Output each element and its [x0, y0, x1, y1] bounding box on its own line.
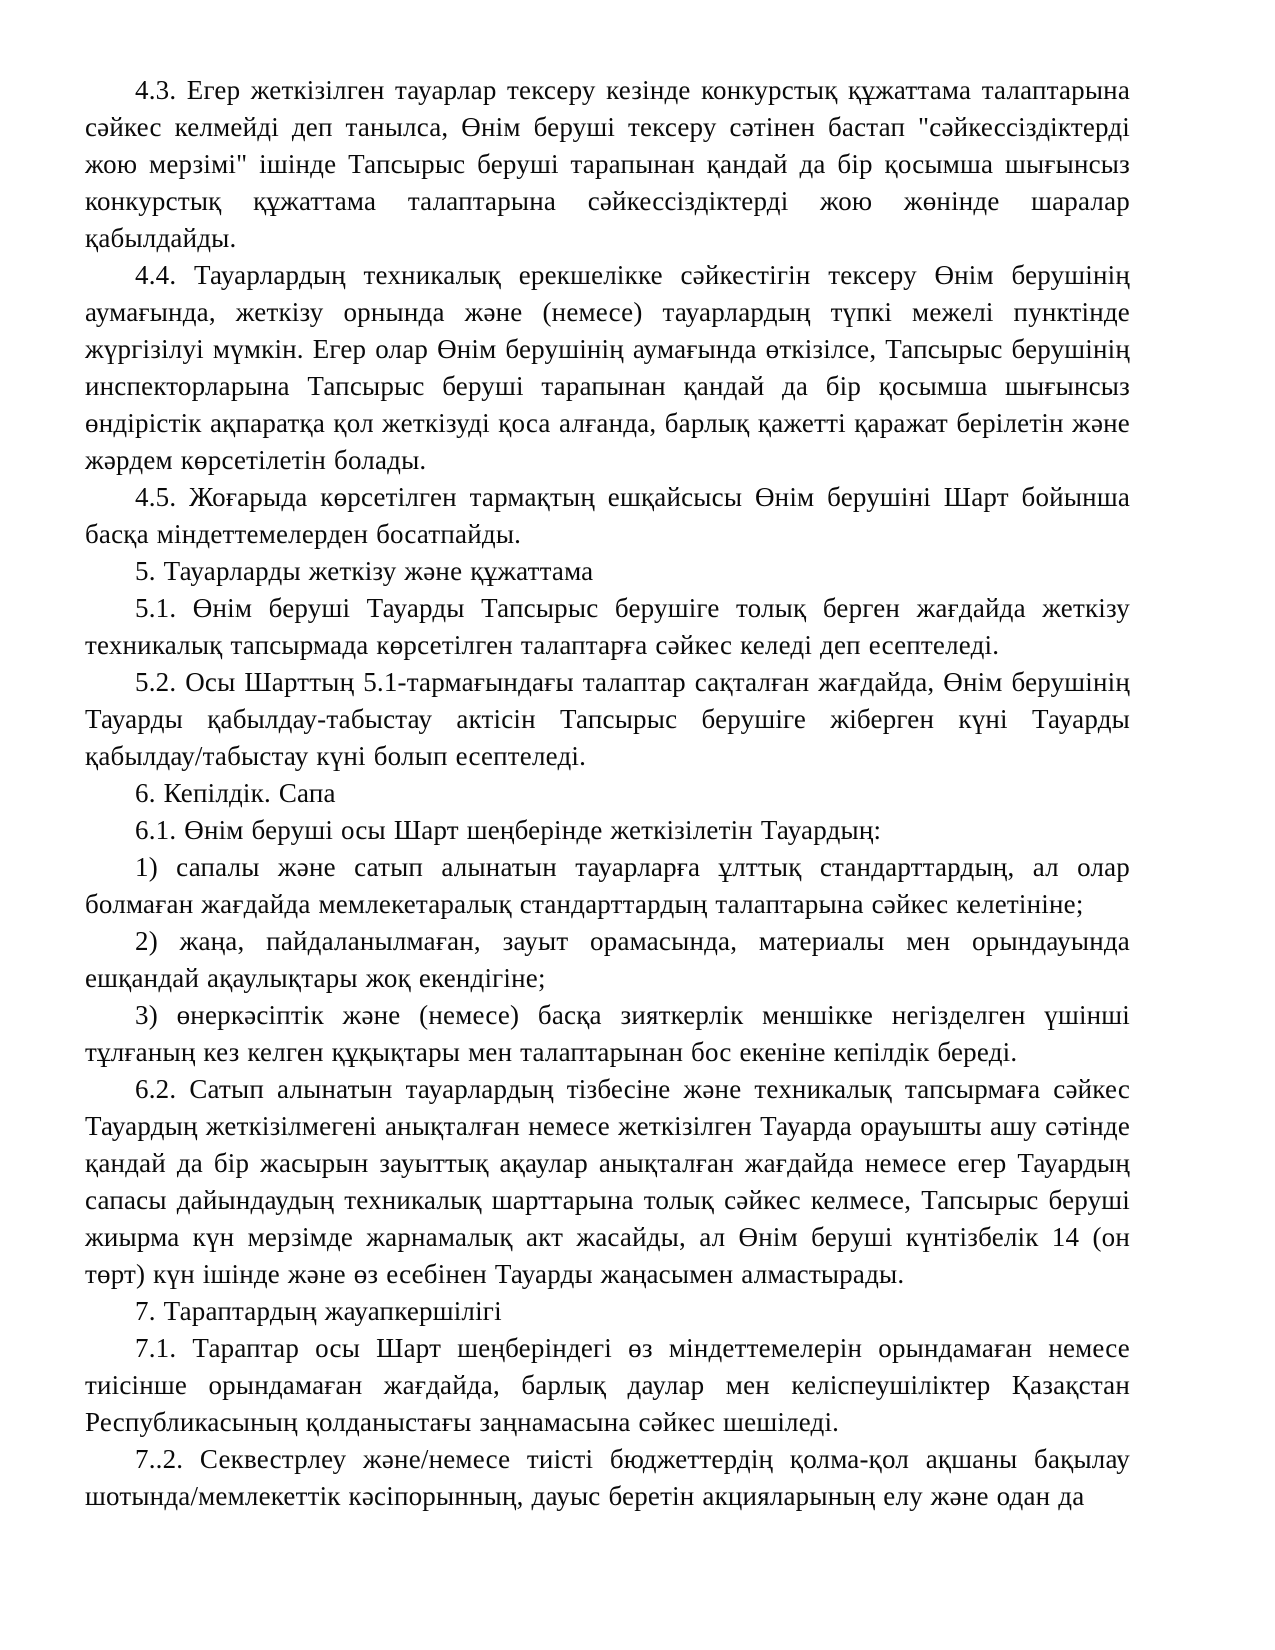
clause-4-4: 4.4. Тауарлардың техникалық ерекшелікке сәйкестігін тексеру Өнім берушінің аумағында, жеткізу орнында және (немесе) тауарлардың түпкі межелі пунктінде жүргізілуі мүмкін. Егер олар Өнім берушінің аумағында өткізілсе, Тапсырыс берушінің инспекторларына Тапсырыс беруші тарапынан қандай да бір қосымша шығынсыз өндірістік ақпаратқа қол жеткізуді қоса алғанда, барлық қажетті қаражат берілетін және жәрдем көрсетілетін болады. [85, 260, 1130, 475]
clause-7-2: 7..2. Секвестрлеу және/немесе тиісті бюджеттердің қолма-қол ақшаны бақылау шотында/мемлекеттік кәсіпорынның, дауыс беретін акцияларының елу және одан да [85, 1444, 1130, 1511]
document-body [85, 72, 1130, 1515]
section-heading-5: 5. Тауарларды жеткізу және құжаттама [135, 556, 594, 586]
clause-7-1: 7.1. Тараптар осы Шарт шеңберіндегі өз міндеттемелерін орындамаған немесе тиісінше орындамаған жағдайда, барлық даулар мен келіспеушіліктер Қазақстан Республикасының қолданыстағы заңнамасына сәйкес шешіледі. [85, 1333, 1130, 1437]
clause-5-2: 5.2. Осы Шарттың 5.1-тармағындағы талаптар сақталған жағдайда, Өнім берушінің Тауарды қабылдау-табыстау актісін Тапсырыс берушіге жіберген күні Тауарды қабылдау/табыстау күні болып есептеледі. [85, 667, 1130, 771]
section-heading-7: 7. Тараптардың жауапкершілігі [135, 1296, 502, 1326]
clause-5-1: 5.1. Өнім беруші Тауарды Тапсырыс берушіге толық берген жағдайда жеткізу техникалық тапсырмада көрсетілген талаптарға сәйкес келеді деп есептеледі. [85, 593, 1130, 660]
clause-6-1: 6.1. Өнім беруші осы Шарт шеңберінде жеткізілетін Тауардың: [135, 815, 882, 845]
clause-4-5: 4.5. Жоғарыда көрсетілген тармақтың ешқайсысы Өнім берушіні Шарт бойынша басқа міндеттемелерден босатпайды. [85, 482, 1130, 549]
list-item-2: 2) жаңа, пайдаланылмаған, зауыт орамасында, материалы мен орындауында ешқандай ақаулықтары жоқ екендігіне; [85, 926, 1130, 993]
clause-6-2: 6.2. Сатып алынатын тауарлардың тізбесіне және техникалық тапсырмаға сәйкес Тауардың жеткізілмегені анықталған немесе жеткізілген Тауарда орауышты ашу сәтінде қандай да бір жасырын зауыттық ақаулар анықталған жағдайда немесе егер Тауардың сапасы дайындаудың техникалық шарттарына толық сәйкес келмесе, Тапсырыс беруші жиырма күн мерзімде жарнамалық акт жасайды, ал Өнім беруші күнтізбелік 14 (он төрт) күн ішінде және өз есебінен Тауарды жаңасымен алмастырады. [85, 1074, 1130, 1289]
section-heading-6: 6. Кепілдік. Сапа [135, 778, 336, 808]
list-item-1: 1) сапалы және сатып алынатын тауарларға ұлттық стандарттардың, ал олар болмаған жағдайда мемлекетаралық стандарттардың талаптарына сәйкес келетініне; [85, 852, 1130, 919]
clause-4-3: 4.3. Егер жеткізілген тауарлар тексеру кезінде конкурстық құжаттама талаптарына сәйкес келмейді деп танылса, Өнім беруші тексеру сәтінен бастап "сәйкессіздіктерді жою мерзімі" ішінде Тапсырыс беруші тарапынан қандай да бір қосымша шығынсыз конкурстық құжаттама талаптарына сәйкессіздіктерді жою жөнінде шаралар қабылдайды. [85, 75, 1130, 253]
list-item-3: 3) өнеркәсіптік және (немесе) басқа зияткерлік меншікке негізделген үшінші тұлғаның кез келген құқықтары мен талаптарынан бос екеніне кепілдік береді. [85, 1000, 1130, 1067]
